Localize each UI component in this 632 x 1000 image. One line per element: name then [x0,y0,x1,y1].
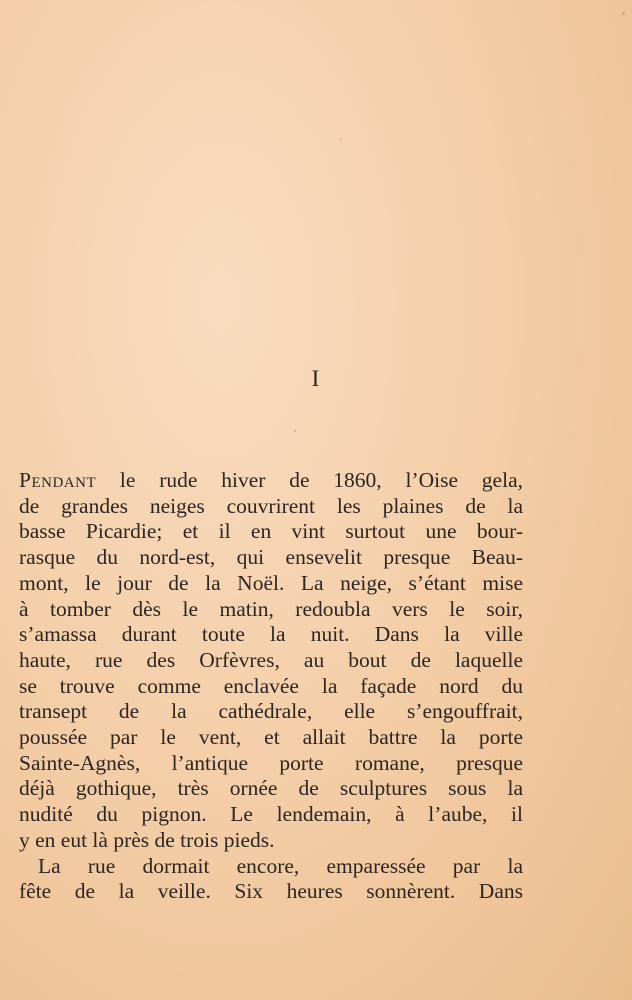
paper-speck [294,430,296,432]
text-line [19,468,523,494]
paper-speck [622,12,625,15]
text-line: Sainte-Agnès, l’antique porte romane, presque [19,750,523,775]
text-line: transept de la cathédrale, elle s’engouffrait, [19,699,523,724]
text-line: s’amassa durant toute la nuit. Dans la ville [19,622,523,647]
text-line: haute, rue des Orfèvres, au bout de laquelle [19,647,523,672]
text-line: La rue dormait encore, emparessée par la [38,853,523,878]
text-line: nudité du pignon. Le lendemain, à l’aube, il [19,802,523,827]
chapter-text [19,468,523,905]
text-line: rasque du nord-est, qui ensevelit presque Beau- [19,545,523,570]
text-line: déjà gothique, très ornée de sculptures sous la [19,776,523,801]
text-line: à tomber dès le matin, redoubla vers le soir, [19,596,523,621]
text-line: mont, le jour de la Noël. La neige, s’étant mise [19,570,523,595]
text-line: fête de la veille. Six heures sonnèrent. Dans [19,879,523,904]
text-line: de grandes neiges couvrirent les plaines de la [19,493,523,518]
text-line: y en eut là près de trois pieds. [19,827,275,852]
text-line: poussée par le vent, et allait battre la porte [19,725,523,750]
chapter-number: I [311,366,321,391]
text-line-content: le rude hiver de 1860, l’Oise gela, [96,468,523,492]
drop-word: Pendant [19,468,97,492]
text-line: basse Picardie; et il en vint surtout une bour- [19,519,523,544]
paper-speck [340,138,342,140]
text-line: se trouve comme enclavée la façade nord du [19,673,523,698]
